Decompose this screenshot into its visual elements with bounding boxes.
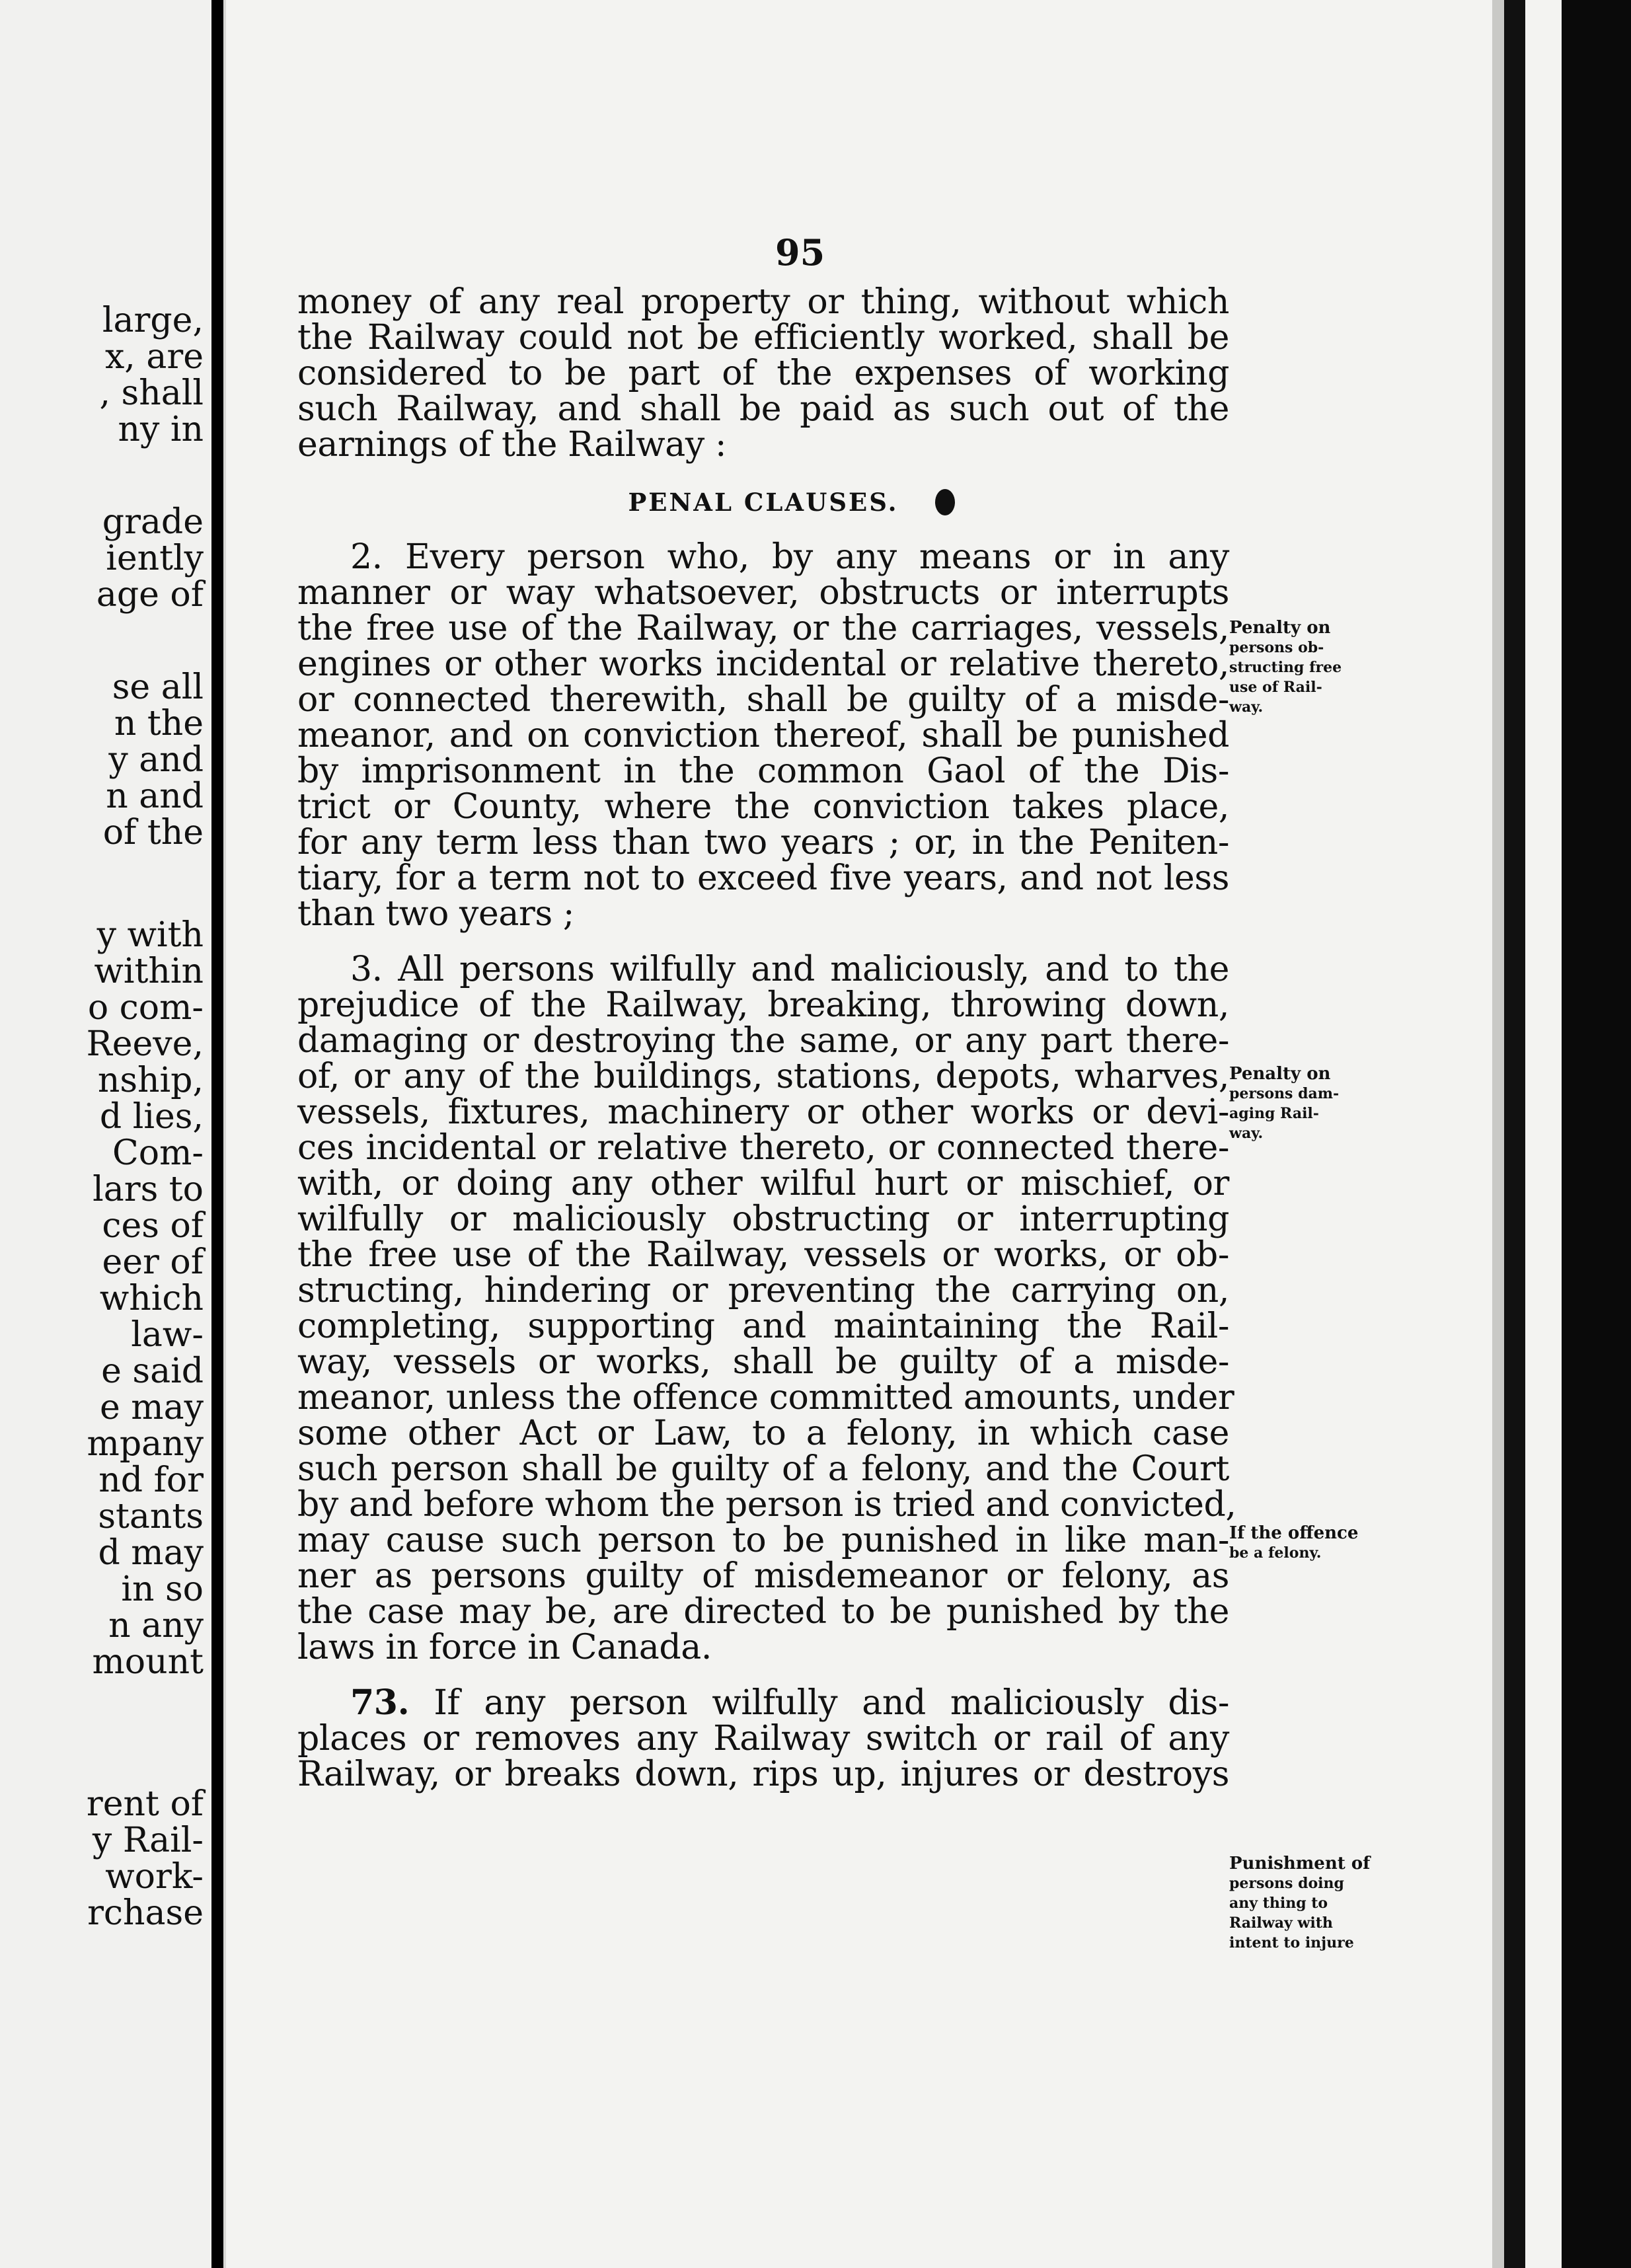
facing-page-text-fragment: e may (100, 1388, 204, 1427)
marginal-note-line: way. (1229, 1125, 1264, 1142)
facing-page-text-fragment: x, are (104, 337, 204, 377)
text-line: trict or County, where the conviction takes place, (297, 787, 1229, 827)
section-73 (297, 1682, 1229, 1794)
section-first-line: If any person wilfully and maliciously dis- (434, 1683, 1229, 1723)
marginal-note-line: way. (1229, 699, 1264, 716)
text-line: tiary, for a term not to exceed five years, and not less (297, 858, 1229, 898)
facing-page-text-fragment: stants (98, 1497, 204, 1536)
marginal-note-line: use of Rail- (1229, 679, 1322, 696)
page-number: 95 (775, 231, 825, 274)
text-line: the free use of the Railway, or the carriages, vessels, (297, 609, 1229, 648)
text-line (297, 1682, 1229, 1723)
section-heading: PENAL CLAUSES. (628, 488, 899, 517)
section-number: 73. (350, 1682, 410, 1723)
marginal-note-line: persons dam- (1229, 1085, 1340, 1102)
marginal-note (1229, 618, 1381, 717)
facing-page-text-fragment: of the (102, 813, 204, 852)
marginal-note (1229, 1523, 1381, 1563)
facing-page-fragment (0, 0, 211, 2268)
text-line: earnings of the Railway : (297, 425, 727, 465)
facing-page-text-fragment: rchase (87, 1893, 204, 1933)
facing-page-text-fragment: Reeve, (86, 1024, 204, 1064)
facing-page-text-fragment: in so (121, 1569, 204, 1609)
text-line: 3. All persons wilfully and maliciously, and to the (350, 950, 1229, 989)
facing-page-text-fragment: y Rail- (92, 1821, 204, 1860)
text-line: engines or other works incidental or relative thereto, (297, 644, 1229, 684)
marginal-note-line: be a felony. (1229, 1544, 1322, 1562)
marginal-note-line: Punishment of (1229, 1854, 1371, 1873)
facing-page-text-fragment: Com- (112, 1133, 204, 1173)
text-line: for any term less than two years ; or, in the Peniten- (297, 823, 1229, 862)
text-line: meanor, and on conviction thereof, shall be punished (297, 716, 1229, 755)
facing-page-text-fragment: nd for (98, 1460, 204, 1500)
facing-page-text-fragment: se all (112, 667, 204, 707)
facing-page-text-fragment: y with (96, 915, 204, 955)
facing-page-text-fragment: d may (98, 1533, 204, 1573)
facing-page-text-fragment: eer of (102, 1242, 204, 1282)
facing-page-text-fragment: e said (101, 1351, 204, 1391)
facing-page-text-fragment: large, (102, 301, 204, 340)
text-line: with, or doing any other wilful hurt or mischief, or (297, 1164, 1229, 1203)
facing-page-text-fragment: lars to (93, 1170, 204, 1209)
page-edge (1492, 0, 1525, 2268)
text-line: wilfully or maliciously obstructing or interrupting (297, 1199, 1229, 1239)
text-line: by and before whom the person is tried and convicted, (297, 1485, 1236, 1525)
text-line: the free use of the Railway, vessels or works, or ob- (297, 1235, 1229, 1275)
facing-page-text-fragment: mpany (87, 1424, 204, 1464)
facing-page-text-fragment: rent of (86, 1784, 204, 1824)
text-line: damaging or destroying the same, or any part there- (297, 1021, 1229, 1061)
text-line: some other Act or Law, to a felony, in which case (297, 1414, 1229, 1453)
text-line: structing, hindering or preventing the carrying on, (297, 1271, 1229, 1310)
facing-page-text-fragment: y and (108, 740, 204, 780)
marginal-note (1229, 1064, 1381, 1143)
marginal-note-line: Penalty on (1229, 1064, 1331, 1084)
facing-page-text-fragment: work- (105, 1857, 204, 1897)
opening-paragraph (297, 284, 1229, 463)
facing-page-text-fragment: ny in (118, 410, 204, 449)
text-line: may cause such person to be punished in like man- (297, 1521, 1229, 1560)
text-line: by imprisonment in the common Gaol of the Dis- (297, 751, 1229, 791)
page-gutter (211, 0, 223, 2268)
marginal-note-line: structing free (1229, 659, 1342, 676)
facing-page-text-fragment: grade (102, 502, 204, 542)
facing-page-text-fragment: law- (131, 1315, 204, 1355)
text-line: completing, supporting and maintaining the Rail- (297, 1306, 1229, 1346)
facing-page-text-fragment: n and (106, 776, 204, 816)
text-line: manner or way whatsoever, obstructs or interrupts (297, 573, 1229, 613)
text-line: than two years ; (297, 894, 574, 934)
text-line: places or removes any Railway switch or rail of any (297, 1719, 1229, 1758)
text-line: laws in force in Canada. (297, 1628, 712, 1667)
text-line: considered to be part of the expenses of working (297, 354, 1229, 393)
facing-page-text-fragment: d lies, (99, 1097, 204, 1137)
facing-page-text-fragment: o com- (87, 988, 204, 1028)
marginal-note (1229, 1854, 1381, 1953)
body-text (297, 282, 1236, 1812)
text-line: vessels, fixtures, machinery or other works or devi- (297, 1092, 1229, 1132)
text-line: 2. Every person who, by any means or in any (350, 537, 1229, 577)
facing-page-text-fragment: iently (106, 539, 204, 578)
clause-2 (297, 539, 1229, 932)
facing-page-text-fragment: nship, (97, 1061, 204, 1100)
text-line: such Railway, and shall be paid as such out of the (297, 389, 1229, 429)
facing-page-text-fragment: , shall (99, 373, 204, 413)
marginal-note-line: If the offence (1229, 1523, 1359, 1543)
marginal-note-line: persons ob- (1229, 639, 1324, 656)
text-line: of, or any of the buildings, stations, depots, wharves, (297, 1057, 1229, 1096)
facing-page-text-fragment: which (99, 1279, 204, 1318)
text-line: the case may be, are directed to be punished by the (297, 1592, 1229, 1632)
marginal-note-line: persons doing (1229, 1875, 1344, 1892)
facing-page-text-fragment: n any (108, 1606, 204, 1645)
facing-page-text-fragment: mount (92, 1642, 204, 1682)
facing-page-text-fragment: n the (114, 704, 204, 743)
marginal-note-line: aging Rail- (1229, 1105, 1319, 1122)
clause-3 (297, 950, 1236, 1667)
marginal-note-line: intent to injure (1229, 1934, 1354, 1951)
text-line: such person shall be guilty of a felony, and the Court (297, 1449, 1229, 1489)
text-line: ner as persons guilty of misdemeanor or felony, as (297, 1556, 1229, 1596)
text-line: money of any real property or thing, without which (297, 282, 1229, 322)
text-line: Railway, or breaks down, rips up, injures or destroys (297, 1755, 1229, 1794)
text-line: prejudice of the Railway, breaking, throwing down, (297, 985, 1229, 1025)
marginal-note-line: any thing to (1229, 1895, 1328, 1912)
text-line: or connected therewith, shall be guilty of a misde- (297, 680, 1229, 720)
facing-page-text-fragment: within (94, 952, 204, 991)
marginal-note-line: Railway with (1229, 1914, 1333, 1932)
text-line: ces incidental or relative thereto, or connected there- (297, 1128, 1229, 1168)
facing-page-text-fragment: ces of (102, 1206, 204, 1246)
marginal-note-line: Penalty on (1229, 618, 1331, 638)
text-line: way, vessels or works, shall be guilty of a misde- (297, 1342, 1229, 1382)
text-line: the Railway could not be efficiently worked, shall be (297, 318, 1229, 358)
text-line: meanor, unless the offence committed amounts, under (297, 1378, 1234, 1418)
facing-page-text-fragment: age of (96, 575, 204, 615)
